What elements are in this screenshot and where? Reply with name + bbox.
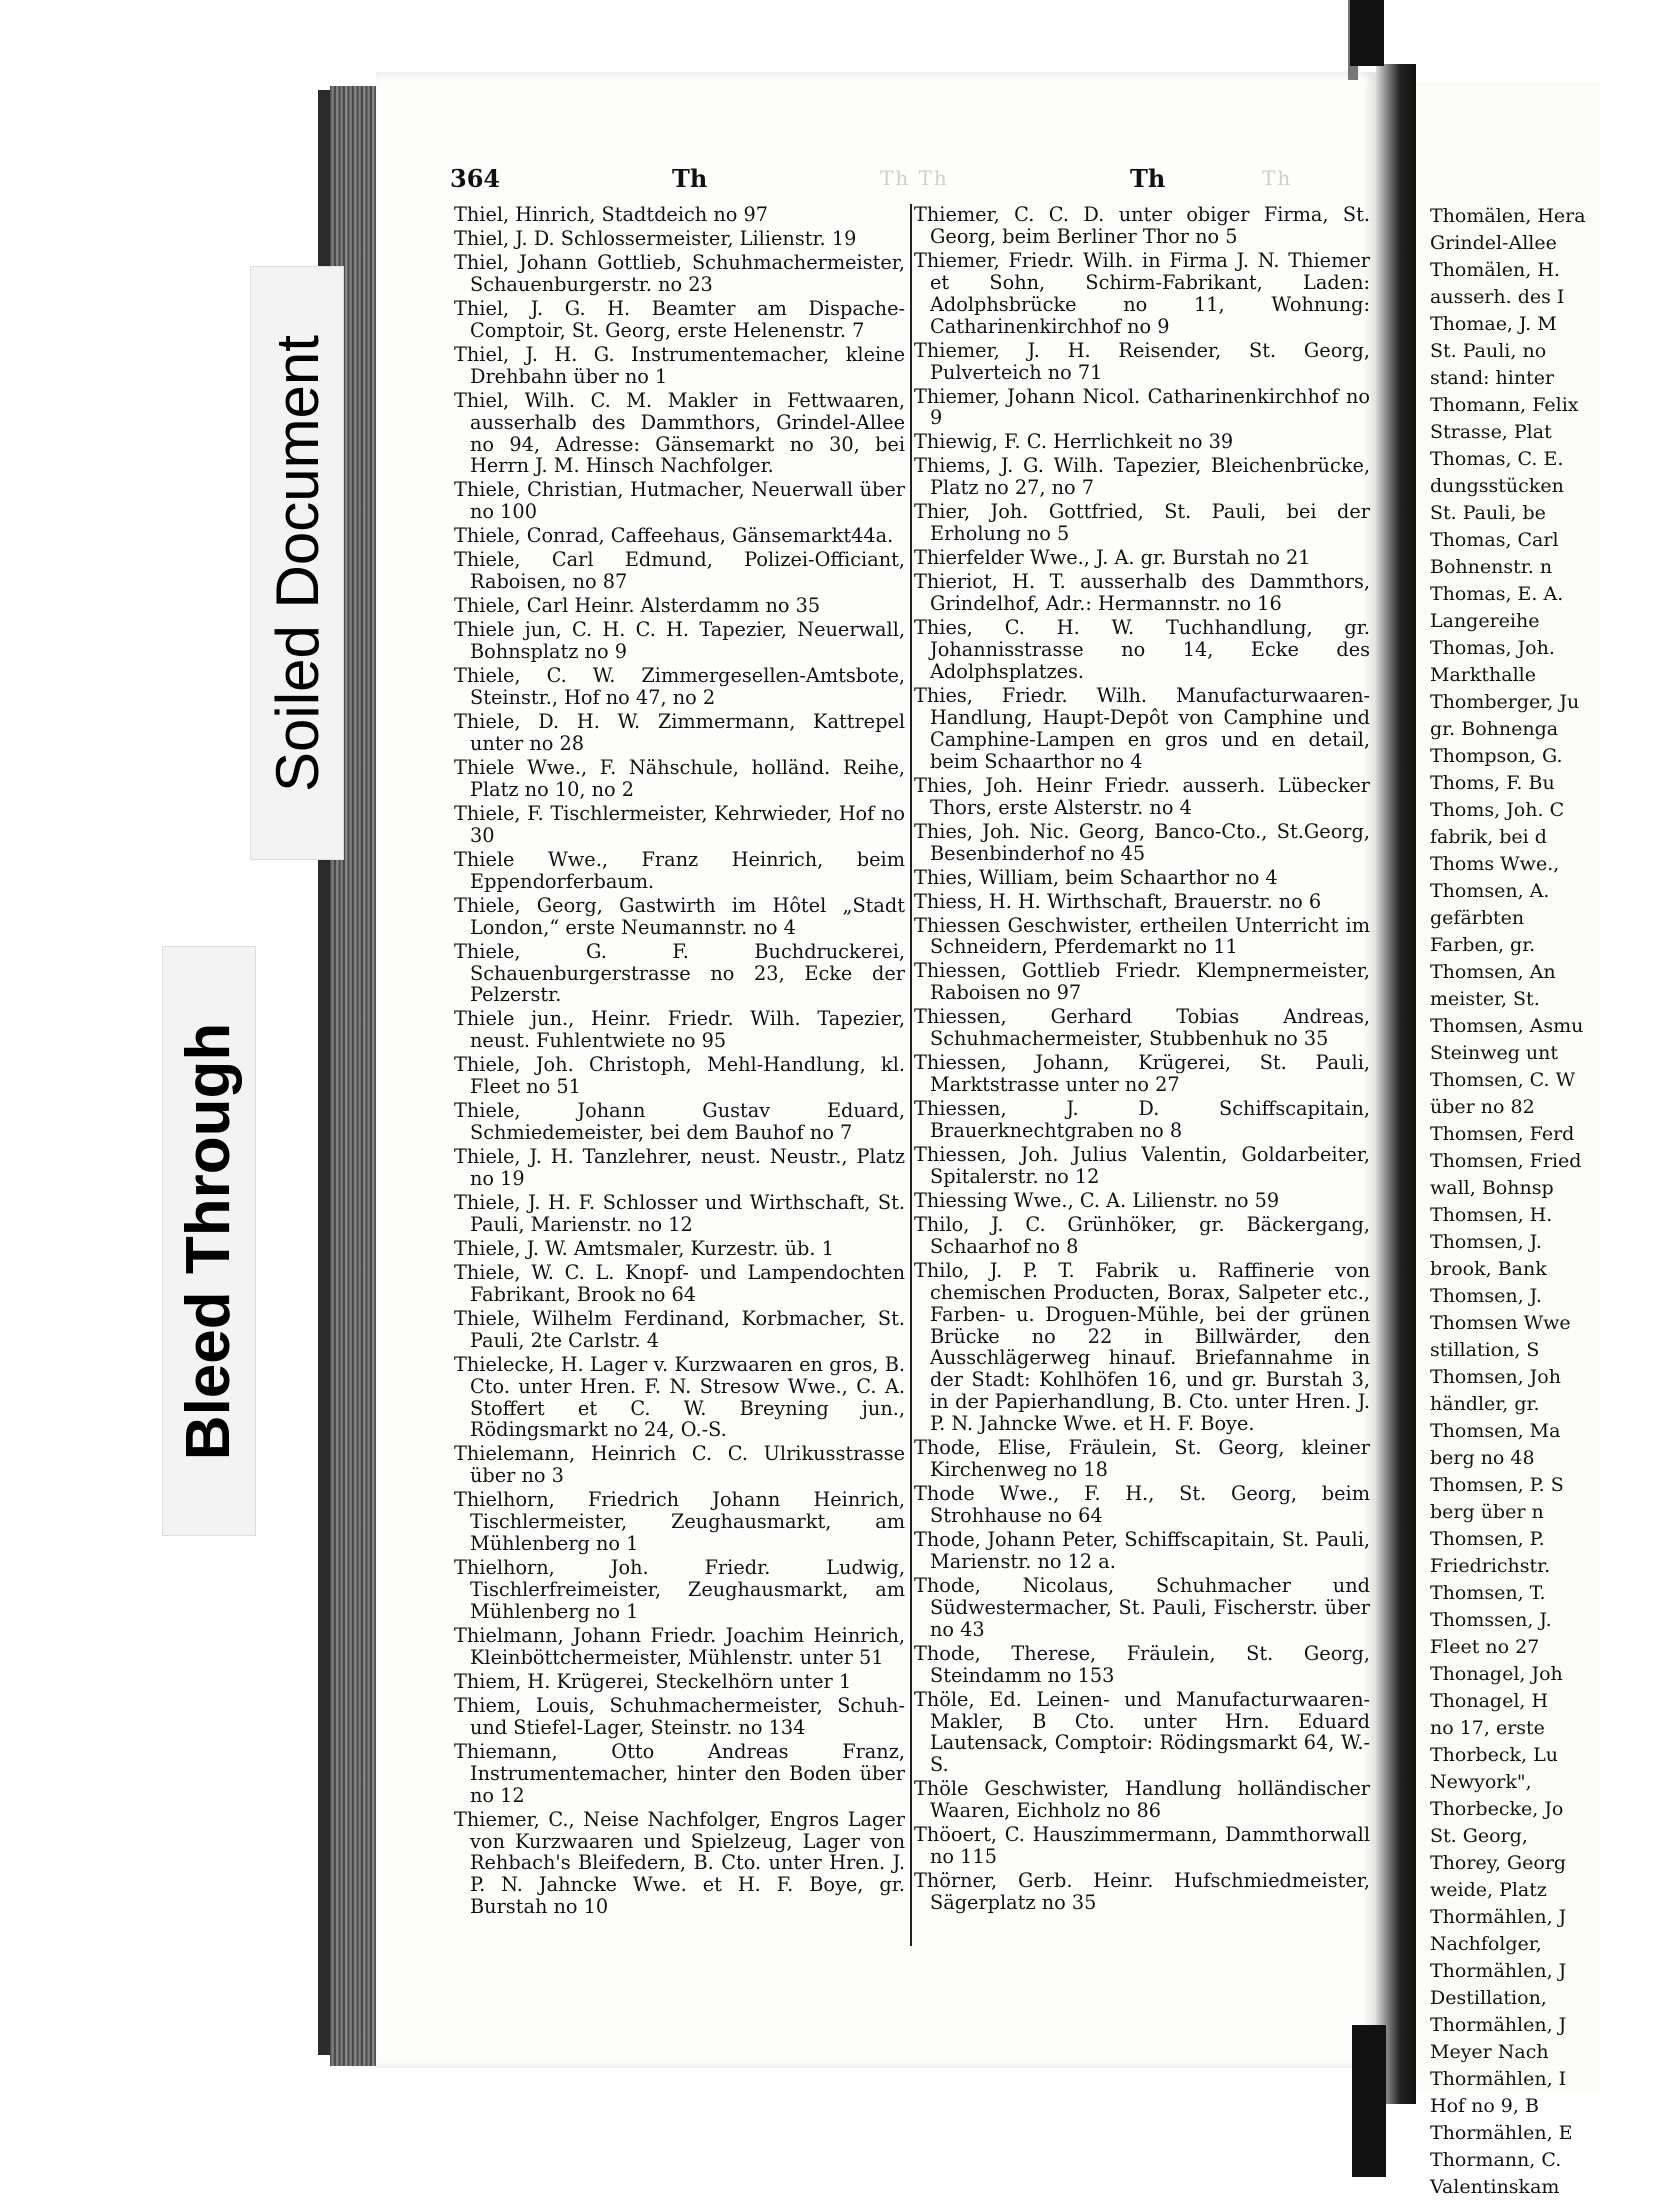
directory-entry: Thomsen, Joh bbox=[1430, 1366, 1561, 1388]
directory-entry: Thiele, J. H. F. Schlosser und Wirthschaft, St. Pauli, Marienstr. no 12 bbox=[454, 1191, 905, 1236]
right-column-heading: Th bbox=[1130, 164, 1166, 193]
directory-entry: Thomälen, H. bbox=[1430, 259, 1560, 281]
directory-entry: Thomssen, J. bbox=[1430, 1609, 1552, 1631]
soiled-document-text: Soiled Document bbox=[263, 334, 331, 792]
directory-entry: Thiele, F. Tischlermeister, Kehrwieder, Hof no 30 bbox=[454, 801, 905, 847]
facing-page-text-clip bbox=[1418, 82, 1600, 2198]
directory-entry: Thiel, J. G. H. Beamter am Dispache-Comptoir, St. Georg, erste Helenenstr. 7 bbox=[454, 296, 905, 342]
bleed-through-label bbox=[162, 946, 256, 1536]
directory-entry: Thiessen, Gerhard Tobias Andreas, Schuhmachermeister, Stubbenhuk no 35 bbox=[914, 1005, 1370, 1051]
directory-entry: Thiele, D. H. W. Zimmermann, Kattrepel unter no 28 bbox=[454, 710, 905, 755]
directory-entry: wall, Bohnsp bbox=[1430, 1177, 1554, 1199]
directory-entry: Thilo, J. C. Grünhöker, gr. Bäckergang, Schaarhof no 8 bbox=[914, 1212, 1370, 1258]
directory-entry: Thomsen, P. bbox=[1430, 1528, 1545, 1550]
directory-entry: Thomsen, Ferd bbox=[1430, 1123, 1575, 1145]
directory-entry: Thiel, J. H. G. Instrumentemacher, kleine Drehbahn über no 1 bbox=[454, 342, 905, 388]
directory-entry: Thielecke, H. Lager v. Kurzwaaren en gros, B. Cto. unter Hren. F. N. Stresow Wwe., C. A. Stoffert et C. W. Breyning jun., Rödingsmarkt no 24, O.-S. bbox=[454, 1352, 905, 1442]
directory-entry: Fleet no 27 bbox=[1430, 1636, 1540, 1658]
directory-entry: Bohnenstr. n bbox=[1430, 556, 1553, 578]
directory-entry: Thode, Therese, Fräulein, St. Georg, Steindamm no 153 bbox=[914, 1641, 1370, 1687]
directory-entry: no 17, erste bbox=[1430, 1717, 1545, 1739]
directory-entry: Thieriot, H. T. ausserhalb des Dammthors, Grindelhof, Adr.: Hermannstr. no 16 bbox=[914, 570, 1370, 616]
directory-entry: gr. Bohnenga bbox=[1430, 718, 1559, 740]
directory-entry: Thilo, J. P. T. Fabrik u. Raffinerie von chemischen Producten, Borax, Salpeter etc., Farben- u. Droguen-Mühle, bei der grünen Brücke no 22 in Billwärder, den Ausschlägerweg hinauf. Briefannahme in der Stadt: Kohlhöfen 16, und gr. Burstah 3, in der Papierhandlung, B. Cto. unter Hren. J. P. N. Jahncke Wwe. et H. F. Boye. bbox=[914, 1258, 1370, 1436]
book-gutter bbox=[1376, 64, 1416, 2104]
directory-entry: Thiele, J. W. Amtsmaler, Kurzestr. üb. 1 bbox=[454, 1236, 834, 1260]
bleed-through-text: Bleed Through bbox=[174, 1022, 244, 1460]
directory-entry: Thoms, Joh. C bbox=[1430, 799, 1565, 821]
directory-entry: Thode, Elise, Fräulein, St. Georg, kleiner Kirchenweg no 18 bbox=[914, 1436, 1370, 1482]
directory-entry: St. Pauli, no bbox=[1430, 340, 1547, 362]
directory-entry: Thomas, Carl bbox=[1430, 529, 1559, 551]
directory-entry: Thiessen, Gottlieb Friedr. Klempnermeister, Raboisen no 97 bbox=[914, 959, 1370, 1005]
directory-entry: Thiel, Johann Gottlieb, Schuhmachermeister, Schauenburgerstr. no 23 bbox=[454, 251, 905, 296]
directory-entry: Thiel, Hinrich, Stadtdeich no 97 bbox=[454, 203, 769, 226]
bleed-through-heading-right: Th bbox=[1262, 166, 1293, 190]
directory-entry: Thiele, W. C. L. Knopf- und Lampendochten Fabrikant, Brook no 64 bbox=[454, 1260, 905, 1306]
directory-entry: Thiessing Wwe., C. A. Lilienstr. no 59 bbox=[914, 1188, 1280, 1212]
directory-entry: Thoms, F. Bu bbox=[1430, 772, 1555, 794]
directory-entry: Strasse, Plat bbox=[1430, 421, 1552, 443]
directory-entry: Thiele, Christian, Hutmacher, Neuerwall über no 100 bbox=[454, 478, 905, 524]
directory-entry: Thomsen, Asmu bbox=[1430, 1015, 1584, 1037]
directory-entry: Thiemer, Johann Nicol. Catharinenkirchhof no 9 bbox=[914, 384, 1370, 430]
directory-entry: Thomann, Felix bbox=[1430, 394, 1579, 416]
directory-entry: Thier, Joh. Gottfried, St. Pauli, bei der Erholung no 5 bbox=[914, 500, 1370, 546]
facing-page-column bbox=[1430, 204, 1670, 2202]
directory-entry: Thormählen, J bbox=[1430, 1960, 1567, 1982]
directory-entry: Thiessen Geschwister, ertheilen Unterricht im Schneidern, Pferdemarkt no 11 bbox=[914, 913, 1370, 959]
directory-entry: Thiele, Georg, Gastwirth im Hôtel „Stadt London,“ erste Neumannstr. no 4 bbox=[454, 893, 905, 939]
directory-entry: Valentinskam bbox=[1430, 2176, 1560, 2198]
directory-entry: gefärbten bbox=[1430, 907, 1525, 929]
directory-entry: Thielmann, Johann Friedr. Joachim Heinrich, Kleinböttchermeister, Mühlenstr. unter 51 bbox=[454, 1624, 905, 1669]
directory-entry: Thiele, C. W. Zimmergesellen-Amtsbote, Steinstr., Hof no 47, no 2 bbox=[454, 664, 905, 710]
directory-entry: Thiele jun, C. H. C. H. Tapezier, Neuerwall, Bohnsplatz no 9 bbox=[454, 618, 905, 664]
directory-entry: Thiele, Conrad, Caffeehaus, Gänsemarkt44a. bbox=[454, 524, 894, 548]
directory-entry: dungsstücken bbox=[1430, 475, 1564, 497]
directory-entry: Thiele, Johann Gustav Eduard, Schmiedemeister, bei dem Bauhof no 7 bbox=[454, 1099, 905, 1145]
directory-entry: Thiessen, J. D. Schiffscapitain, Brauerknechtgraben no 8 bbox=[914, 1097, 1370, 1143]
directory-entry: Thormählen, J bbox=[1430, 1906, 1567, 1928]
directory-entry: Thomsen, H. bbox=[1430, 1204, 1553, 1226]
directory-entry: Thonagel, H bbox=[1430, 1690, 1549, 1712]
directory-entry: Steinweg unt bbox=[1430, 1042, 1559, 1064]
directory-entry: Thomsen, T. bbox=[1430, 1582, 1546, 1604]
directory-entry: Thiele, Wilhelm Ferdinand, Korbmacher, St. Pauli, 2te Carlstr. 4 bbox=[454, 1306, 905, 1352]
directory-entry: Thorbecke, Jo bbox=[1430, 1798, 1564, 1820]
directory-entry: Thiemann, Otto Andreas Franz, Instrumentemacher, hinter den Boden über no 12 bbox=[454, 1739, 905, 1807]
directory-entry: Thomsen Wwe bbox=[1430, 1312, 1571, 1334]
directory-entry: Thomsen, Ma bbox=[1430, 1420, 1561, 1442]
directory-entry: Thierfelder Wwe., J. A. gr. Burstah no 21 bbox=[914, 546, 1311, 570]
directory-entry: Thielhorn, Joh. Friedr. Ludwig, Tischlerfreimeister, Zeughausmarkt, am Mühlenberg no 1 bbox=[454, 1556, 905, 1623]
directory-entry: Thiemer, J. H. Reisender, St. Georg, Pulverteich no 71 bbox=[914, 338, 1370, 384]
directory-entry: stand: hinter bbox=[1430, 367, 1555, 389]
directory-entry: Thomberger, Ju bbox=[1430, 691, 1580, 713]
directory-entry: Thöoert, C. Hauszimmermann, Dammthorwall no 115 bbox=[914, 1823, 1370, 1869]
directory-entry: Thies, C. H. W. Tuchhandlung, gr. Johannisstrasse no 14, Ecke des Adolphsplatzes. bbox=[914, 616, 1370, 683]
directory-entry: Grindel-Allee bbox=[1430, 232, 1557, 254]
directory-entry: Thiele, Carl Edmund, Polizei-Officiant, Raboisen, no 87 bbox=[454, 548, 905, 594]
directory-entry: Thode, Johann Peter, Schiffscapitain, St. Pauli, Marienstr. no 12 a. bbox=[914, 1528, 1370, 1573]
directory-entry: Thöle, Ed. Leinen- und Manufacturwaaren-Makler, B Cto. unter Hrn. Eduard Lautensack, Comptoir: Rödingsmarkt 64, W.-S. bbox=[914, 1687, 1370, 1777]
directory-entry: Thiemer, C., Neise Nachfolger, Engros Lager von Kurzwaaren und Spielzeug, Lager von Rehbach's Bleifedern, B. Cto. unter Hren. J. P. N. Jahncke Wwe. et H. F. Boye, gr. Burstah no 10 bbox=[454, 1807, 905, 1919]
directory-entry: Thiewig, F. C. Herrlichkeit no 39 bbox=[914, 430, 1234, 454]
directory-entry: Thiele jun., Heinr. Friedr. Wilh. Tapezier, neust. Fuhlentwiete no 95 bbox=[454, 1007, 905, 1053]
directory-entry: Markthalle bbox=[1430, 664, 1536, 686]
directory-entry: Destillation, bbox=[1430, 1987, 1547, 2009]
directory-entry: Thormählen, I bbox=[1430, 2068, 1567, 2090]
directory-entry: Thiem, Louis, Schuhmachermeister, Schuh- und Stiefel-Lager, Steinstr. no 134 bbox=[454, 1693, 905, 1739]
bleed-through-heading: Th Th bbox=[880, 166, 949, 190]
directory-entry: Thomas, Joh. bbox=[1430, 637, 1555, 659]
directory-entry: meister, St. bbox=[1430, 988, 1540, 1010]
directory-entry: weide, Platz bbox=[1430, 1879, 1547, 1901]
directory-entry: berg über n bbox=[1430, 1501, 1544, 1523]
right-directory-column bbox=[914, 204, 1370, 1916]
directory-entry: Thies, Joh. Nic. Georg, Banco-Cto., St.Georg, Besenbinderhof no 45 bbox=[914, 819, 1370, 865]
directory-entry: Thode, Nicolaus, Schuhmacher und Südwestermacher, St. Pauli, Fischerstr. über no 43 bbox=[914, 1573, 1370, 1641]
directory-entry: St. Pauli, be bbox=[1430, 502, 1546, 524]
directory-entry: Friedrichstr. bbox=[1430, 1555, 1551, 1577]
directory-entry: Thiele, Joh. Christoph, Mehl-Handlung, kl. Fleet no 51 bbox=[454, 1053, 905, 1099]
directory-entry: Thiemer, C. C. D. unter obiger Firma, St. Georg, beim Berliner Thor no 5 bbox=[914, 203, 1370, 248]
directory-entry: Thonagel, Joh bbox=[1430, 1663, 1563, 1685]
directory-entry: fabrik, bei d bbox=[1430, 826, 1547, 848]
directory-entry: Thormann, C. bbox=[1430, 2149, 1562, 2171]
directory-entry: Nachfolger, bbox=[1430, 1933, 1542, 1955]
directory-entry: stillation, S bbox=[1430, 1339, 1540, 1361]
directory-entry: händler, gr. bbox=[1430, 1393, 1540, 1415]
directory-entry: Langereihe bbox=[1430, 610, 1540, 632]
directory-entry: Thorbeck, Lu bbox=[1430, 1744, 1558, 1766]
directory-entry: Thiel, Wilh. C. M. Makler in Fettwaaren, ausserhalb des Dammthors, Grindel-Allee no 94, Adresse: Gänsemarkt no 30, bei Herrn J. M. Hinsch Nachfolger. bbox=[454, 388, 905, 478]
directory-entry: Thomsen, A. bbox=[1430, 880, 1550, 902]
directory-entry: Thomae, J. M bbox=[1430, 313, 1557, 335]
directory-entry: Farben, gr. bbox=[1430, 934, 1536, 956]
directory-entry: Thomsen, J. bbox=[1430, 1231, 1542, 1253]
directory-entry: Thiessen, Joh. Julius Valentin, Goldarbeiter, Spitalerstr. no 12 bbox=[914, 1143, 1370, 1188]
directory-entry: Thomsen, J. bbox=[1430, 1285, 1542, 1307]
directory-entry: ausserh. des I bbox=[1430, 286, 1565, 308]
directory-entry: berg no 48 bbox=[1430, 1447, 1535, 1469]
column-divider bbox=[910, 204, 912, 1946]
directory-entry: Thomas, C. E. bbox=[1430, 448, 1564, 470]
directory-entry: Thiessen, Johann, Krügerei, St. Pauli, Marktstrasse unter no 27 bbox=[914, 1051, 1370, 1097]
directory-entry: Thiele, Carl Heinr. Alsterdamm no 35 bbox=[454, 594, 821, 618]
directory-entry: Newyork", bbox=[1430, 1771, 1532, 1793]
directory-entry: Thomälen, Hera bbox=[1430, 205, 1586, 227]
directory-entry: Thormählen, E bbox=[1430, 2122, 1573, 2144]
directory-entry: St. Georg, bbox=[1430, 1825, 1528, 1847]
directory-entry: Thiele, G. F. Buchdruckerei, Schauenburgerstrasse no 23, Ecke der Pelzerstr. bbox=[454, 939, 905, 1007]
directory-entry: Thoms Wwe., bbox=[1430, 853, 1560, 875]
soiled-document-label bbox=[250, 266, 344, 860]
directory-entry: Thomsen, An bbox=[1430, 961, 1556, 983]
directory-entry: Thiel, J. D. Schlossermeister, Lilienstr. 19 bbox=[454, 227, 857, 250]
directory-entry: Hof no 9, B bbox=[1430, 2095, 1539, 2117]
binding-tab-top bbox=[1350, 0, 1384, 66]
directory-entry: Thielemann, Heinrich C. C. Ulrikusstrasse über no 3 bbox=[454, 1442, 905, 1488]
directory-entry: Thöle Geschwister, Handlung holländischer Waaren, Eichholz no 86 bbox=[914, 1777, 1370, 1823]
directory-entry: Thiems, J. G. Wilh. Tapezier, Bleichenbrücke, Platz no 27, no 7 bbox=[914, 454, 1370, 500]
directory-entry: Thode Wwe., F. H., St. Georg, beim Strohhause no 64 bbox=[914, 1482, 1370, 1527]
page-number: 364 bbox=[450, 164, 501, 193]
directory-entry: Thomsen, Fried bbox=[1430, 1150, 1582, 1172]
directory-entry: Thies, Friedr. Wilh. Manufacturwaaren-Handlung, Haupt-Depôt von Camphine und Camphine-Lampen en gros und en detail, beim Schaarthor no 4 bbox=[914, 683, 1370, 773]
directory-entry: Thies, William, beim Schaarthor no 4 bbox=[914, 865, 1278, 889]
binding-tab-bottom bbox=[1352, 2025, 1386, 2177]
left-column-heading: Th bbox=[672, 164, 708, 193]
directory-entry: Thies, Joh. Heinr Friedr. ausserh. Lübecker Thors, erste Alsterstr. no 4 bbox=[914, 773, 1370, 819]
directory-entry: Thomas, E. A. bbox=[1430, 583, 1564, 605]
directory-entry: Thiemer, Friedr. Wilh. in Firma J. N. Thiemer et Sohn, Schirm-Fabrikant, Laden: Adolphsbrücke no 11, Wohnung: Catharinenkirchhof no 9 bbox=[914, 248, 1370, 338]
left-directory-column bbox=[454, 204, 905, 1920]
directory-entry: über no 82 bbox=[1430, 1096, 1535, 1118]
directory-entry: Thomsen, C. W bbox=[1430, 1069, 1576, 1091]
directory-entry: Thompson, G. bbox=[1430, 745, 1563, 767]
directory-entry: Thiem, H. Krügerei, Steckelhörn unter 1 bbox=[454, 1669, 852, 1693]
directory-entry: brook, Bank bbox=[1430, 1258, 1547, 1280]
directory-entry: Thiele Wwe., Franz Heinrich, beim Eppendorferbaum. bbox=[454, 847, 905, 893]
directory-entry: Thiele Wwe., F. Nähschule, holländ. Reihe, Platz no 10, no 2 bbox=[454, 755, 905, 801]
directory-entry: Meyer Nach bbox=[1430, 2041, 1549, 2063]
directory-entry: Thiele, J. H. Tanzlehrer, neust. Neustr., Platz no 19 bbox=[454, 1145, 905, 1191]
directory-entry: Thielhorn, Friedrich Johann Heinrich, Tischlermeister, Zeughausmarkt, am Mühlenberg no 1 bbox=[454, 1488, 905, 1556]
directory-entry: Thormählen, J bbox=[1430, 2014, 1567, 2036]
directory-entry: Thörner, Gerb. Heinr. Hufschmiedmeister, Sägerplatz no 35 bbox=[914, 1869, 1370, 1915]
directory-entry: Thorey, Georg bbox=[1430, 1852, 1567, 1874]
directory-entry: Thiess, H. H. Wirthschaft, Brauerstr. no 6 bbox=[914, 889, 1322, 913]
directory-entry: Thomsen, P. S bbox=[1430, 1474, 1564, 1496]
